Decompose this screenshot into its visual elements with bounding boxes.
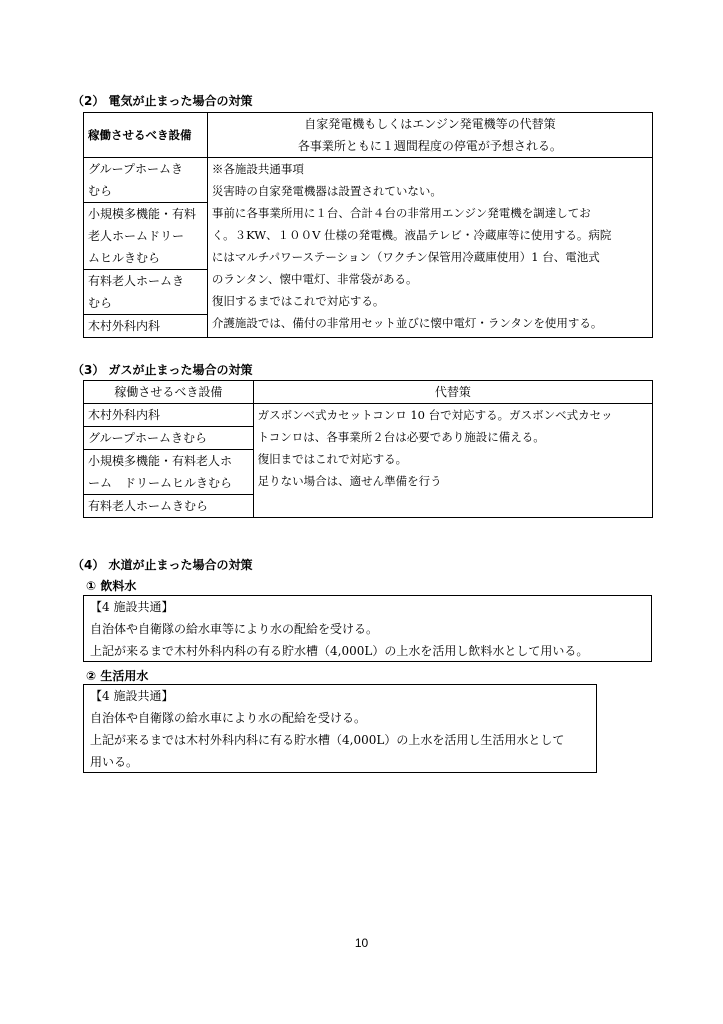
domestic-water-line: 【4 施設共通】: [90, 689, 174, 703]
facility-line: 有料老人ホームき: [88, 274, 185, 288]
electricity-facility-3: [84, 270, 208, 315]
content-line: 事前に各事業所用に１台、合計４台の非常用エンジン発電機を調達してお: [211, 206, 591, 220]
domestic-water-box: [83, 684, 597, 773]
gas-header-alternative-label: 代替策: [434, 385, 471, 399]
facility-line: 有料老人ホームきむら: [88, 499, 209, 513]
facility-line: グループホームき: [88, 162, 184, 176]
electricity-facility-1: [84, 158, 208, 203]
electricity-facility-2: [84, 203, 208, 270]
content-line: ガスボンベ式カセットコンロ 10 台で対応する。ガスボンベ式カセッ: [257, 408, 613, 422]
drinking-water-line: 上記が来るまで木村外科内科の有る貯水槽（4,000L）の上水を活用し飲料水として用いる。: [90, 644, 589, 658]
domestic-water-line: 上記が来るまでは木村外科内科に有る貯水槽（4,000L）の上水を活用し生活用水として: [90, 733, 565, 747]
facility-line: ムヒルきむら: [88, 251, 161, 265]
gas-table: [83, 380, 653, 518]
gas-facility-2: [84, 427, 254, 450]
content-line: にはマルチパワーステーション（ワクチン保管用冷蔵庫使用）1 台、電池式: [211, 250, 600, 264]
content-line: ※各施設共通事項: [211, 162, 304, 176]
gas-alternative-content: [253, 404, 652, 518]
facility-line: 木村外科内科: [88, 319, 161, 333]
domestic-water-line: 自治体や自衛隊の給水車により水の配給を受ける。: [90, 711, 367, 725]
electricity-header-facility: 稼働させるべき設備: [84, 113, 208, 158]
content-line: トコンロは、各事業所２台は必要であり施設に備える。: [257, 430, 545, 444]
electricity-header-alternative: [207, 113, 652, 158]
drinking-water-box: [83, 595, 652, 662]
content-line: のランタン、懐中電灯、非常袋がある。: [211, 272, 418, 286]
section-4-heading: （4） 水道が止まった場合の対策: [72, 558, 253, 572]
content-line: 復旧まではこれで対応する。: [257, 452, 408, 466]
content-line: 災害時の自家発電機器は設置されていない。: [211, 184, 442, 198]
gas-facility-4: [84, 495, 254, 518]
content-line: 足りない場合は、適せん準備を行う: [257, 474, 442, 488]
facility-line: 小規模多機能・有料老人ホ: [88, 454, 233, 468]
facility-line: むら: [88, 296, 113, 310]
facility-line: ーム ドリームヒルきむら: [88, 476, 233, 490]
drinking-water-line: 自治体や自衛隊の給水車等により水の配給を受ける。: [90, 622, 379, 636]
content-line: 介護施設では、備付の非常用セット並びに懐中電灯・ランタンを使用する。: [211, 316, 603, 330]
facility-line: 老人ホームドリー: [88, 229, 185, 243]
facility-line: グループホームきむら: [88, 431, 208, 445]
domestic-water-line: 用いる。: [90, 755, 139, 769]
electricity-facility-4: [84, 315, 208, 338]
gas-header-alternative: [253, 381, 652, 404]
drinking-water-title: ① 飲料水: [86, 579, 137, 593]
section-2-heading: （2） 電気が止まった場合の対策: [72, 94, 253, 108]
electricity-header-line-1: 自家発電機もしくはエンジン発電機等の代替策: [304, 117, 556, 131]
gas-header-facility: [84, 381, 254, 404]
content-line: く。３KW、１００V 仕様の発電機。液晶テレビ・冷蔵庫等に使用する。病院: [211, 228, 612, 242]
facility-line: 小規模多機能・有料: [88, 207, 197, 221]
content-line: 復旧するまではこれで対応する。: [211, 294, 385, 308]
electricity-table: [83, 112, 653, 338]
domestic-water-title: ② 生活用水: [86, 669, 149, 683]
facility-line: 木村外科内科: [88, 408, 161, 422]
facility-line: むら: [88, 184, 113, 198]
gas-header-facility-label: 稼働させるべき設備: [114, 385, 223, 399]
gas-facility-3: [84, 450, 254, 495]
page-number: 10: [354, 936, 369, 950]
section-3-heading: （3） ガスが止まった場合の対策: [72, 363, 253, 377]
gas-facility-1: [84, 404, 254, 427]
electricity-header-line-2: 各事業所ともに１週間程度の停電が予想される。: [297, 139, 562, 153]
drinking-water-line: 【4 施設共通】: [90, 600, 174, 614]
electricity-alternative-content: [207, 158, 652, 338]
